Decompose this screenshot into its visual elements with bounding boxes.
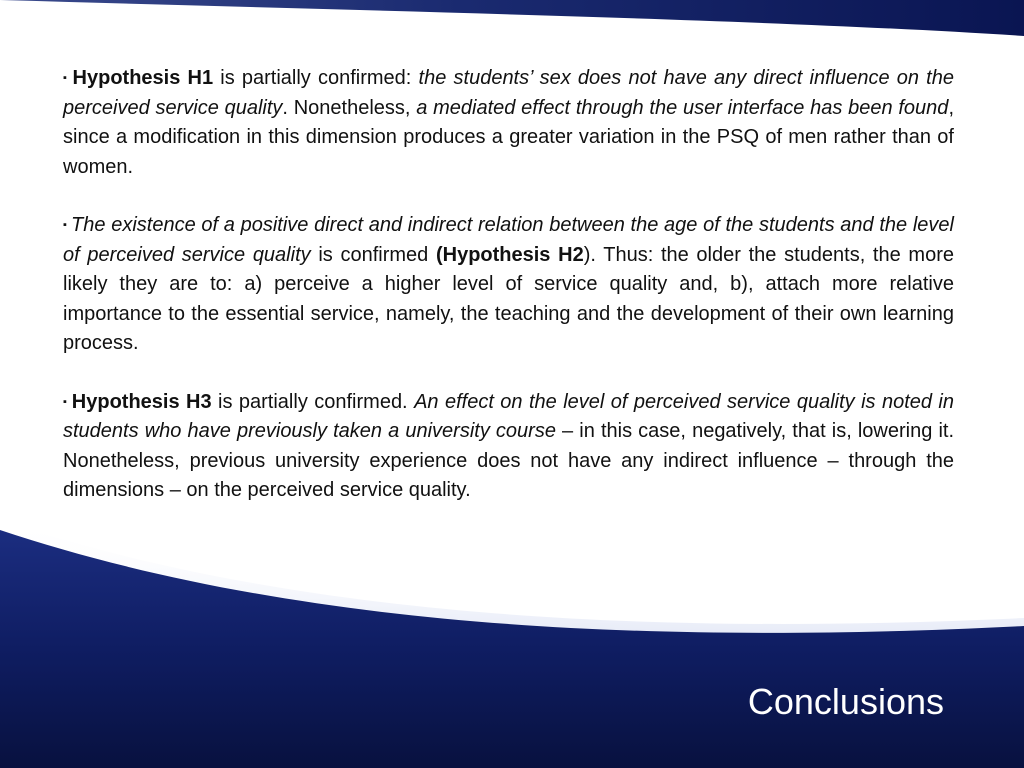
body-text: – in this case, negatively, that is, lowering it. Nonetheless, previous university experience does not have any indirect influence – through the dimensions – on the perceived service quality. [63,420,954,501]
bullet-point [63,64,954,182]
italic-text: An effect on the level of perceived service quality is noted in students who have previously taken a university course [63,390,954,442]
italic-text: a mediated effect through the user interface has been found [416,96,949,119]
body-text: is partially confirmed: [213,67,419,89]
bullet-marker: ▪ [63,72,69,84]
bullet-marker: ▪ [63,395,68,408]
bullet-marker: ▪ [63,219,68,231]
body-text: , since a modification in this dimension produces a greater variation in the PSQ of men rather than of women. [63,96,954,178]
bold-text: Hypothesis H1 [72,67,214,89]
bold-text: (Hypothesis H2 [435,243,584,266]
italic-text: The existence of a positive direct and indirect relation between the age of the students and the level of perceived service quality [63,214,954,266]
top-band [0,0,1024,36]
body-text: . Nonetheless, [282,96,417,119]
bold-text: Hypothesis H3 [71,390,212,413]
slide-title: Conclusions [747,681,944,722]
body-text: is partially confirmed. [211,390,415,413]
italic-text: the students’ sex does not have any direct influence on the perceived service quality [63,67,954,119]
body-text: ). Thus: the older the students, the more likely they are to: a) perceive a higher level of service quality and, b), attach more relative importance to the essential service, namely, the teaching and the development of their own learning process. [63,243,954,354]
body-text: is confirmed [310,243,436,266]
bullet-point [63,211,954,359]
bullet-point [63,388,954,506]
conclusions-body [63,64,954,506]
